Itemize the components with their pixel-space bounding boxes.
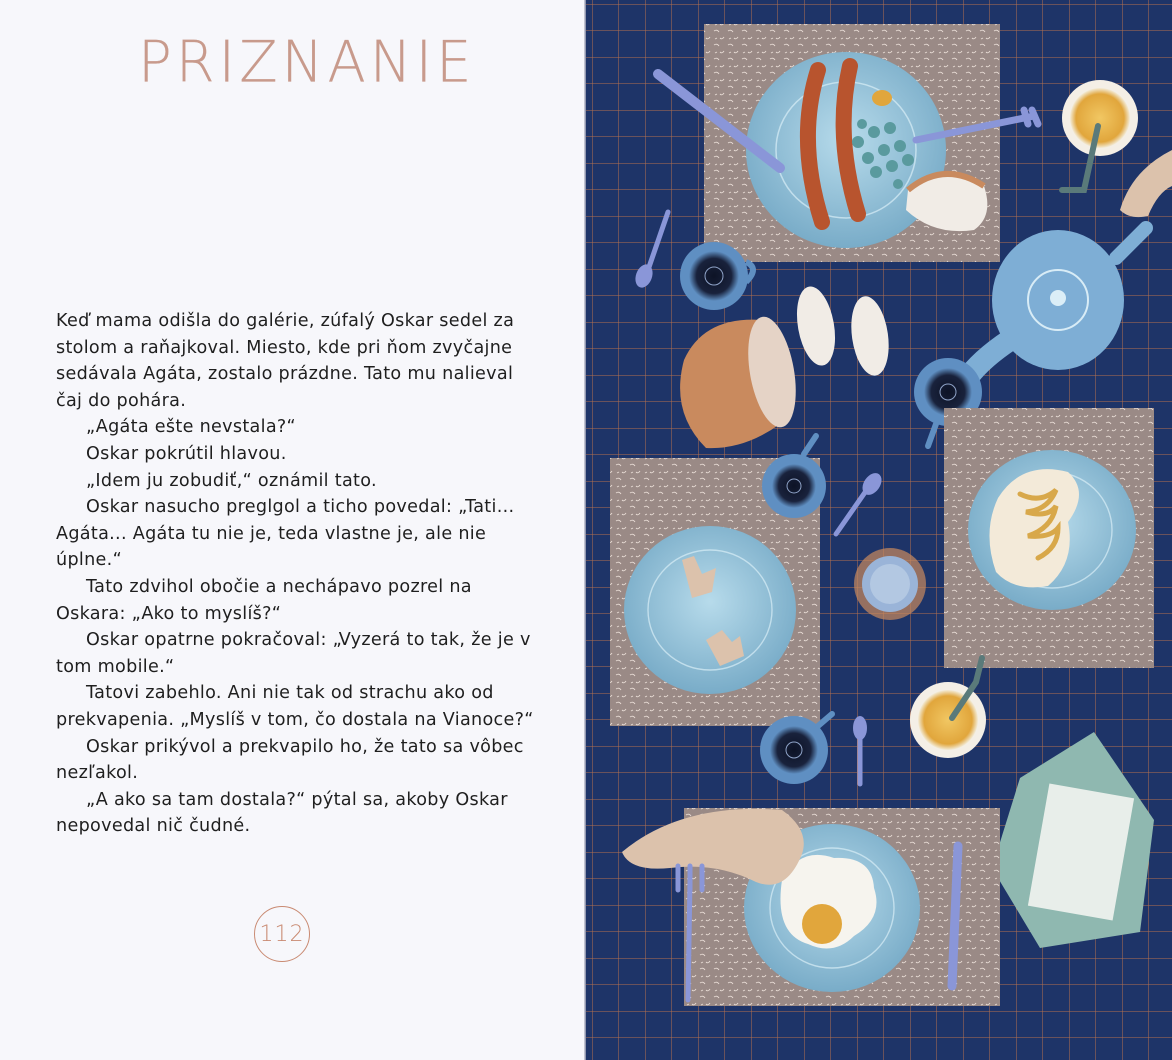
paragraph: Oskar nasucho preglgol a ticho povedal: „Tati... Agáta... Agáta tu nie je, teda vlastne je, ale nie úplne.“	[56, 497, 515, 571]
egg-yolk	[802, 904, 842, 944]
page-number: 112	[259, 921, 305, 947]
paragraph: „Idem ju zobudiť,“ oznámil tato.	[86, 470, 377, 491]
paragraph: Keď mama odišla do galérie, zúfalý Oskar sedel za stolom a raňajkoval. Miesto, kde pri ňom zvyčajne sedávala Agáta, zostalo prázdne. Tato mu nalieval čaj do pohára.	[56, 311, 515, 411]
paragraph: Oskar prikývol a prekvapilo ho, že tato sa vôbec nezľakol.	[56, 736, 524, 784]
paragraph: Oskar pokrútil hlavou.	[86, 443, 287, 464]
breakfast-table-illustration	[586, 0, 1172, 1060]
paragraph: Tato zdvihol obočie a nechápavo pozrel na Oskara: „Ako to myslíš?“	[56, 576, 472, 624]
paragraph: Oskar opatrne pokračoval: „Vyzerá to tak, že je v tom mobile.“	[56, 630, 531, 677]
paragraph: „Agáta ešte nevstala?“	[86, 417, 296, 438]
left-page	[0, 0, 584, 1060]
sunburst-doily	[854, 548, 926, 620]
page-number-badge	[254, 906, 310, 962]
top-placemat	[658, 24, 1038, 262]
right-placemat	[944, 408, 1154, 668]
knife	[952, 846, 958, 986]
mustard-dollop	[872, 90, 892, 106]
chapter-body-text	[56, 308, 536, 840]
paragraph: Tatovi zabehlo. Ani nie tak od strachu ako od prekvapenia. „Myslíš v tom, čo dostala na Vianoce?“	[56, 683, 534, 730]
paragraph: „A ako sa tam dostala?“ pýtal sa, akoby Oskar nepovedal nič čudné.	[56, 789, 508, 837]
chapter-title: PRIZNANIE	[138, 29, 476, 96]
